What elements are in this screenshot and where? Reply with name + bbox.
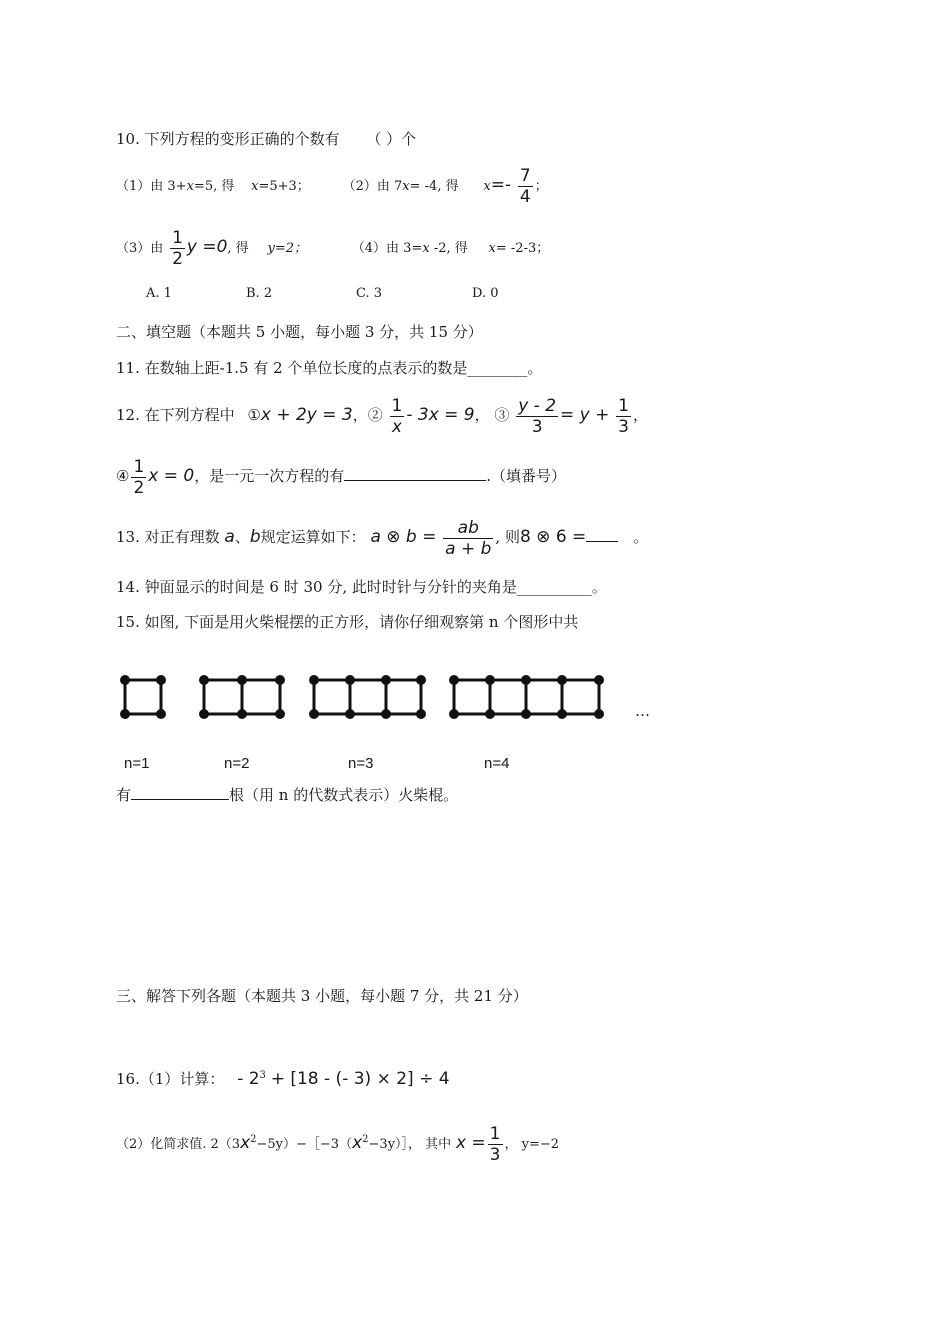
figure-n4 — [454, 680, 599, 714]
q16-p1-pre: 16.（1）计算： — [116, 1070, 225, 1088]
q10-s3-den: 2 — [172, 248, 183, 269]
q16-p2-num: 1 — [489, 1123, 501, 1144]
q16-part2 — [116, 1115, 559, 1165]
q16-p2-den: 3 — [489, 1144, 501, 1165]
q12-e4-rest: x = 0 — [148, 466, 195, 486]
q14: 14. 钟面显示的时间是 6 时 30 分, 此时时针与分针的夹角是__________。 — [116, 578, 607, 596]
q10-option-d: D. 0 — [472, 286, 499, 301]
q10-s2-fraction — [518, 166, 533, 207]
q10-s2-res-x: x — [483, 179, 491, 194]
q16-p2-sq: 2 — [250, 1134, 257, 1145]
figure-n2 — [204, 680, 280, 714]
q13 — [116, 512, 648, 562]
q10-s3-res: y=2； — [267, 241, 307, 256]
q13-b: b — [249, 527, 261, 547]
q13-pre: 13. 对正有理数 — [116, 528, 220, 546]
q12-e1-mark: ① — [247, 406, 261, 424]
matchstick-figures — [110, 665, 670, 730]
q12-e4-mark: ④ — [116, 467, 130, 485]
q15-answer-blank[interactable] — [131, 785, 229, 800]
q10-s3-mid: , 得 — [227, 241, 249, 256]
q12-e3-fraction2 — [616, 396, 631, 437]
q16-p1-exp: 3 — [259, 1070, 266, 1081]
q12-e3-num: y - 2 — [518, 395, 557, 416]
figure-n3 — [314, 680, 421, 714]
q13-lhs: a ⊗ b = — [370, 527, 437, 547]
q12-e3-den2: 3 — [618, 416, 629, 437]
q16-p1-expr-b: + [18 - (- 3) × 2] ÷ 4 — [270, 1069, 450, 1089]
q12-e3-mid: = y + — [560, 405, 610, 425]
q12-e3-mark: ， ③ — [474, 406, 510, 424]
q13-then: , 则 — [495, 528, 520, 546]
q12-e4-fraction — [131, 457, 146, 498]
q16-p1-expr-a: - 2 — [237, 1069, 260, 1089]
q12-e2-mark: ，② — [352, 406, 383, 424]
q13-mid: 规定运算如下： — [260, 528, 366, 546]
q16-p2-end: ， y=−2 — [504, 1137, 560, 1152]
q10-option-c: C. 3 — [356, 286, 383, 301]
matchstick-joints — [120, 675, 604, 719]
q12-e3-end: ， — [633, 406, 649, 424]
q16-p2-mid: −5y）−［−3（ — [256, 1137, 353, 1152]
q16-p2-fraction — [488, 1124, 503, 1165]
q10-option-b: B. 2 — [246, 286, 273, 301]
figure-n1 — [125, 680, 161, 714]
q13-num: ab — [443, 518, 493, 539]
q12-e2-rest: - 3x = 9 — [406, 405, 475, 425]
q10-s1-pre: （1）由 3+ — [116, 179, 187, 194]
q10-s2-res: =- — [490, 175, 512, 195]
q16-p2-pre: （2）化简求值. 2（3 — [116, 1137, 241, 1152]
q13-fraction — [443, 518, 493, 559]
q10-s2-mid: = -4, 得 — [409, 179, 459, 194]
q12-post: ，是一元一次方程的有 — [194, 467, 345, 485]
q13-den: a + b — [445, 538, 492, 559]
q12-pre: 12. 在下列方程中 — [116, 406, 235, 424]
q10-s2-pre: （2）由 7 — [342, 179, 403, 194]
q12-line2 — [116, 451, 566, 501]
q12-e3-num2: 1 — [618, 395, 629, 416]
q12-e2-den: x — [391, 416, 402, 437]
section2-heading: 二、填空题（本题共 5 小题，每小题 3 分，共 15 分） — [116, 323, 483, 341]
figures-ellipsis: … — [635, 702, 650, 720]
q15-line2-post: 根（用 n 的代数式表示）火柴棍。 — [229, 786, 459, 804]
q10-s1-mid: =5, 得 — [193, 179, 235, 194]
label-n1: n=1 — [124, 755, 150, 772]
q10-paren: （ ）个 — [366, 130, 417, 148]
q15-line2 — [116, 784, 458, 805]
q10-stem-text: 10. 下列方程的变形正确的个数有 — [116, 130, 340, 148]
q10-s2-x: x — [402, 179, 410, 194]
q10-s2-den: 4 — [519, 186, 531, 207]
q10-s1-x: x — [186, 179, 194, 194]
q10-s3-pre: （3）由 — [116, 241, 164, 256]
q13-sep: 、 — [234, 528, 250, 546]
q10-s2-end: ； — [534, 179, 548, 194]
q10-s4-res-x: x — [488, 241, 496, 256]
q16-p2-sq2: 2 — [362, 1134, 369, 1145]
q10-s4-pre: （4）由 3= — [351, 241, 423, 256]
q13-a: a — [224, 527, 235, 547]
q12-e2-num: 1 — [391, 395, 403, 416]
q10-stem — [116, 128, 416, 149]
q16-part1 — [116, 1058, 450, 1094]
q10-s4-res: = -2-3； — [495, 241, 550, 256]
q10-option-a: A. 1 — [146, 286, 172, 301]
label-n3: n=3 — [348, 755, 374, 772]
q10-s4-mid: -2, 得 — [429, 241, 468, 256]
label-n2: n=2 — [224, 755, 250, 772]
q10-s3-num: 1 — [172, 227, 183, 248]
q12-line1 — [116, 390, 648, 440]
q12-tail: .（填番号） — [486, 467, 567, 485]
q16-p2-x2: x — [352, 1133, 363, 1153]
q10-s3-fraction — [170, 228, 185, 269]
q15-line1: 15. 如图, 下面是用火柴棍摆的正方形，请你仔细观察第 n 个图形中共 — [116, 613, 579, 631]
q13-end: 。 — [633, 528, 649, 546]
q16-p2-xeq: x = — [455, 1133, 486, 1153]
section3-heading: 三、解答下列各题（本题共 3 小题，每小题 7 分，共 21 分） — [116, 987, 528, 1005]
q12-answer-blank[interactable] — [344, 466, 486, 481]
q13-expr: 8 ⊗ 6 = — [519, 527, 587, 547]
label-n4: n=4 — [484, 755, 510, 772]
q10-line1 — [116, 160, 548, 210]
q12-e3-den: 3 — [531, 416, 543, 437]
q12-e4-den: 2 — [133, 477, 145, 498]
q11: 11. 在数轴上距-1.5 有 2 个单位长度的点表示的数是________。 — [116, 359, 543, 377]
q16-p2-x: x — [240, 1133, 251, 1153]
q10-options — [146, 286, 499, 301]
q12-e4-num: 1 — [133, 456, 145, 477]
q10-s1-res: =5+3； — [258, 179, 310, 194]
q13-answer-blank[interactable] — [586, 527, 618, 542]
q15-line2-pre: 有 — [116, 786, 132, 804]
q10-s4-x: x — [422, 241, 430, 256]
q10-s1-res-x: x — [251, 179, 259, 194]
q12-e1: x + 2y = 3 — [260, 405, 353, 425]
q12-e3-fraction — [516, 396, 558, 437]
q10-s3-expr: y =0 — [186, 237, 228, 257]
q10-line2 — [116, 222, 549, 272]
q12-e2-fraction — [390, 396, 405, 437]
q10-s2-num: 7 — [519, 165, 531, 186]
q16-p2-mid2: −3y）］， 其中 — [368, 1137, 452, 1152]
